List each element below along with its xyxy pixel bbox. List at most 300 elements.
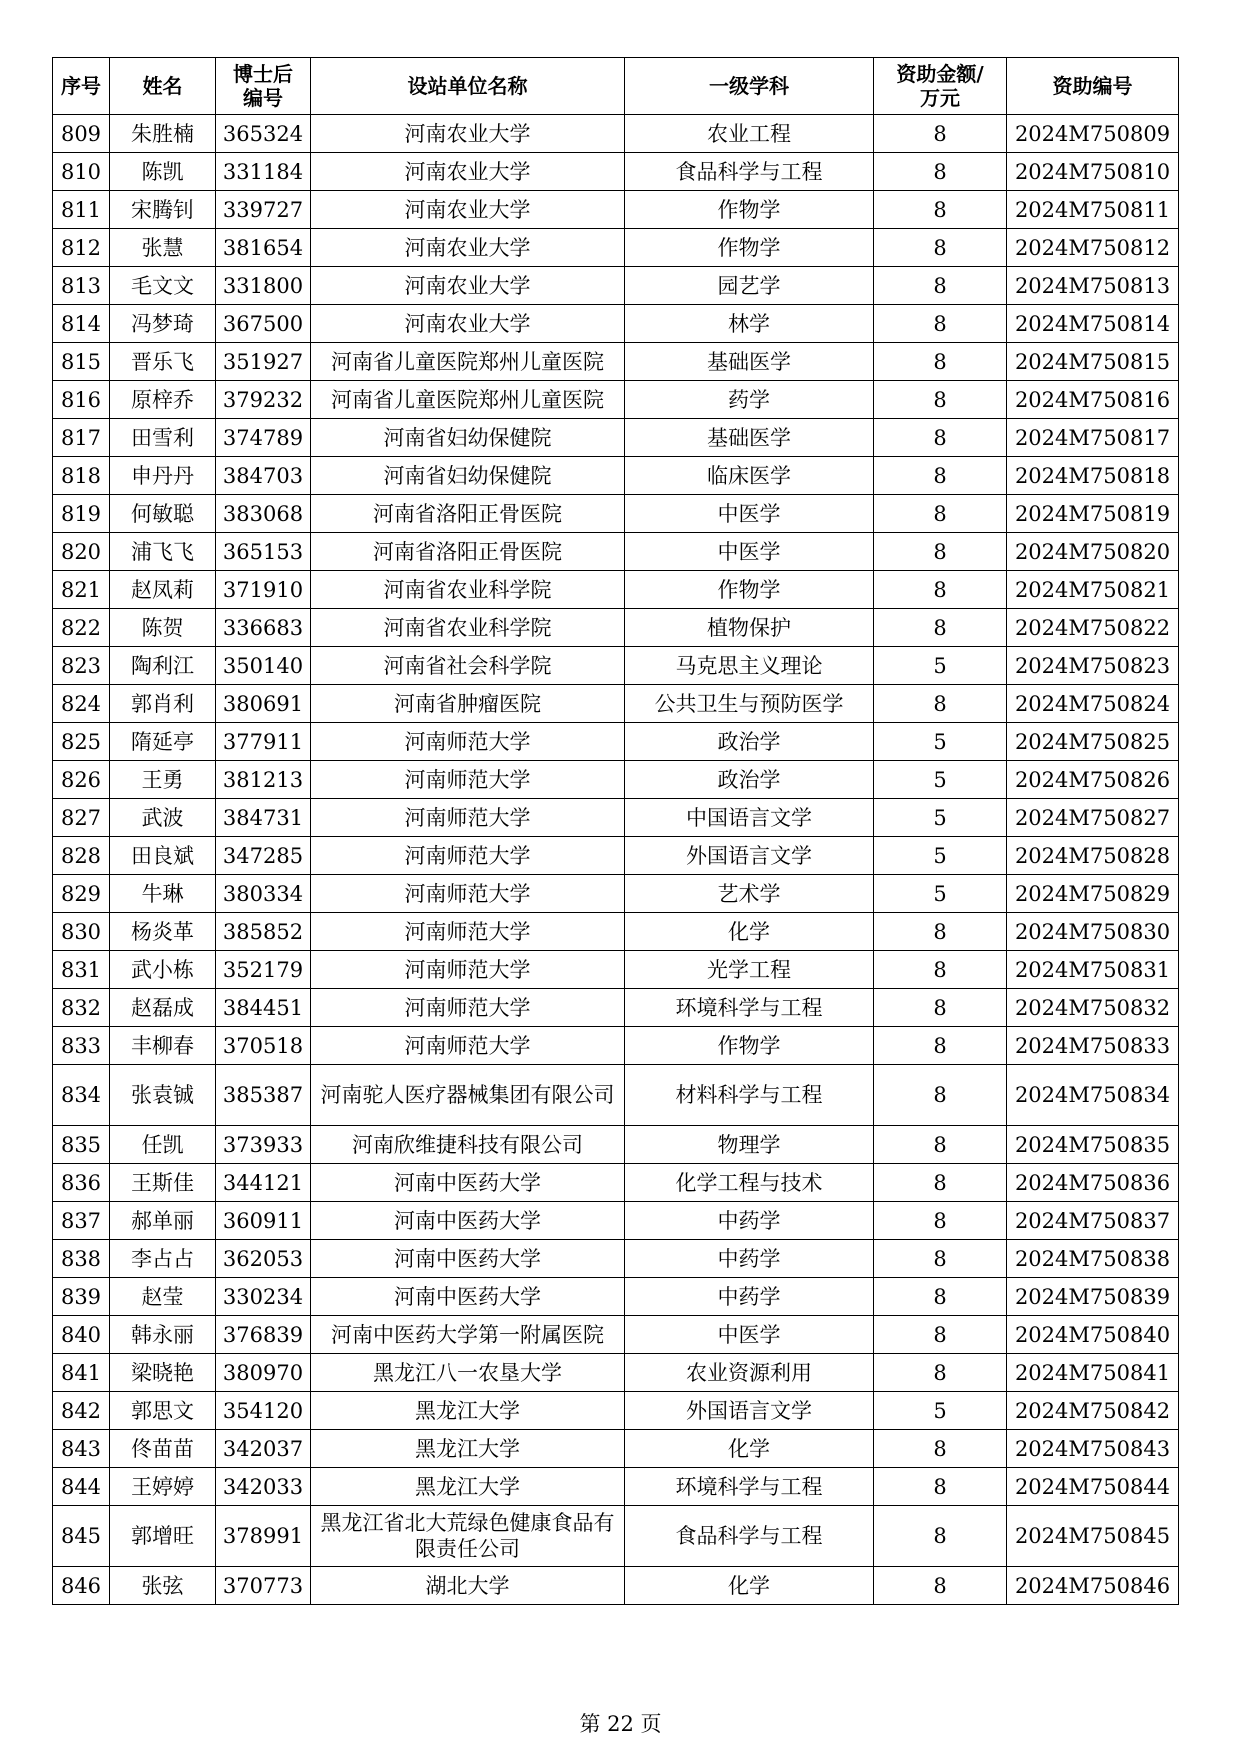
funding-id-cell: 2024M750825 — [1007, 723, 1179, 761]
table-row — [53, 305, 1179, 343]
funding-id-cell: 2024M750823 — [1007, 647, 1179, 685]
amount-cell: 8 — [874, 609, 1007, 647]
institution-cell: 河南省洛阳正骨医院 — [311, 495, 625, 533]
name-cell: 王斯佳 — [110, 1164, 216, 1202]
discipline-cell: 中药学 — [625, 1202, 874, 1240]
funding-id-cell: 2024M750841 — [1007, 1354, 1179, 1392]
discipline-cell: 中药学 — [625, 1278, 874, 1316]
name-cell: 陈贺 — [110, 609, 216, 647]
table-row — [53, 647, 1179, 685]
institution-cell: 黑龙江大学 — [311, 1392, 625, 1430]
discipline-cell: 中药学 — [625, 1240, 874, 1278]
serial-no-cell: 841 — [53, 1354, 110, 1392]
discipline-cell: 艺术学 — [625, 875, 874, 913]
name-cell: 朱胜楠 — [110, 115, 216, 153]
discipline-cell: 作物学 — [625, 1027, 874, 1065]
table-row — [53, 609, 1179, 647]
postdoc-id-cell: 330234 — [216, 1278, 311, 1316]
name-cell: 田雪利 — [110, 419, 216, 457]
name-cell: 郝单丽 — [110, 1202, 216, 1240]
institution-cell: 黑龙江八一农垦大学 — [311, 1354, 625, 1392]
institution-cell: 河南师范大学 — [311, 799, 625, 837]
discipline-cell: 作物学 — [625, 191, 874, 229]
serial-no-cell: 810 — [53, 153, 110, 191]
institution-cell: 湖北大学 — [311, 1567, 625, 1605]
institution-cell: 黑龙江大学 — [311, 1468, 625, 1506]
name-cell: 何敏聪 — [110, 495, 216, 533]
postdoc-id-cell: 381654 — [216, 229, 311, 267]
institution-cell: 河南师范大学 — [311, 913, 625, 951]
name-cell: 晋乐飞 — [110, 343, 216, 381]
header-amount: 资助金额/ 万元 — [874, 58, 1007, 115]
amount-cell: 5 — [874, 837, 1007, 875]
name-cell: 王婷婷 — [110, 1468, 216, 1506]
funding-id-cell: 2024M750821 — [1007, 571, 1179, 609]
postdoc-id-cell: 354120 — [216, 1392, 311, 1430]
amount-cell: 8 — [874, 153, 1007, 191]
name-cell: 李占占 — [110, 1240, 216, 1278]
table-row — [53, 799, 1179, 837]
institution-cell: 黑龙江省北大荒绿色健康食品有限责任公司 — [311, 1506, 625, 1567]
postdoc-id-cell: 378991 — [216, 1506, 311, 1567]
discipline-cell: 中国语言文学 — [625, 799, 874, 837]
institution-cell: 河南师范大学 — [311, 875, 625, 913]
serial-no-cell: 819 — [53, 495, 110, 533]
discipline-cell: 公共卫生与预防医学 — [625, 685, 874, 723]
postdoc-id-cell: 384731 — [216, 799, 311, 837]
funding-id-cell: 2024M750843 — [1007, 1430, 1179, 1468]
name-cell: 赵凤莉 — [110, 571, 216, 609]
amount-cell: 8 — [874, 1316, 1007, 1354]
institution-cell: 河南省洛阳正骨医院 — [311, 533, 625, 571]
header-funding-id: 资助编号 — [1007, 58, 1179, 115]
header-serial-no: 序号 — [53, 58, 110, 115]
funding-id-cell: 2024M750819 — [1007, 495, 1179, 533]
table-row — [53, 1164, 1179, 1202]
discipline-cell: 中医学 — [625, 533, 874, 571]
postdoc-id-cell: 352179 — [216, 951, 311, 989]
institution-cell: 河南农业大学 — [311, 305, 625, 343]
serial-no-cell: 822 — [53, 609, 110, 647]
name-cell: 武小栋 — [110, 951, 216, 989]
institution-cell: 河南师范大学 — [311, 723, 625, 761]
discipline-cell: 林学 — [625, 305, 874, 343]
institution-cell: 河南省儿童医院郑州儿童医院 — [311, 343, 625, 381]
name-cell: 郭思文 — [110, 1392, 216, 1430]
amount-cell: 8 — [874, 1202, 1007, 1240]
table-row — [53, 1065, 1179, 1126]
amount-cell: 8 — [874, 1430, 1007, 1468]
discipline-cell: 农业工程 — [625, 115, 874, 153]
table-row — [53, 115, 1179, 153]
serial-no-cell: 830 — [53, 913, 110, 951]
institution-cell: 河南驼人医疗器械集团有限公司 — [311, 1065, 625, 1126]
institution-cell: 河南省农业科学院 — [311, 571, 625, 609]
discipline-cell: 材料科学与工程 — [625, 1065, 874, 1126]
amount-cell: 5 — [874, 647, 1007, 685]
table-row — [53, 419, 1179, 457]
postdoc-id-cell: 385852 — [216, 913, 311, 951]
amount-cell: 8 — [874, 305, 1007, 343]
serial-no-cell: 823 — [53, 647, 110, 685]
institution-cell: 河南欣维捷科技有限公司 — [311, 1126, 625, 1164]
table-row — [53, 267, 1179, 305]
postdoc-id-cell: 380691 — [216, 685, 311, 723]
postdoc-id-cell: 342033 — [216, 1468, 311, 1506]
funding-id-cell: 2024M750810 — [1007, 153, 1179, 191]
amount-cell: 8 — [874, 1164, 1007, 1202]
postdoc-id-cell: 385387 — [216, 1065, 311, 1126]
table-row — [53, 191, 1179, 229]
discipline-cell: 园艺学 — [625, 267, 874, 305]
institution-cell: 河南农业大学 — [311, 191, 625, 229]
table-row — [53, 875, 1179, 913]
table-row — [53, 761, 1179, 799]
postdoc-id-cell: 379232 — [216, 381, 311, 419]
funding-id-cell: 2024M750840 — [1007, 1316, 1179, 1354]
table-row — [53, 1278, 1179, 1316]
funding-id-cell: 2024M750839 — [1007, 1278, 1179, 1316]
serial-no-cell: 842 — [53, 1392, 110, 1430]
amount-cell: 5 — [874, 1392, 1007, 1430]
table-row — [53, 229, 1179, 267]
institution-cell: 黑龙江大学 — [311, 1430, 625, 1468]
funding-id-cell: 2024M750811 — [1007, 191, 1179, 229]
table-header-row — [53, 58, 1179, 115]
discipline-cell: 光学工程 — [625, 951, 874, 989]
postdoc-id-cell: 351927 — [216, 343, 311, 381]
funding-id-cell: 2024M750844 — [1007, 1468, 1179, 1506]
name-cell: 郭肖利 — [110, 685, 216, 723]
name-cell: 隋延亭 — [110, 723, 216, 761]
name-cell: 赵莹 — [110, 1278, 216, 1316]
postdoc-id-cell: 380970 — [216, 1354, 311, 1392]
postdoc-id-cell: 384451 — [216, 989, 311, 1027]
table-row — [53, 1027, 1179, 1065]
amount-cell: 8 — [874, 1354, 1007, 1392]
table-row — [53, 1202, 1179, 1240]
institution-cell: 河南师范大学 — [311, 989, 625, 1027]
serial-no-cell: 811 — [53, 191, 110, 229]
discipline-cell: 物理学 — [625, 1126, 874, 1164]
institution-cell: 河南师范大学 — [311, 837, 625, 875]
funding-id-cell: 2024M750830 — [1007, 913, 1179, 951]
institution-cell: 河南中医药大学 — [311, 1240, 625, 1278]
table-row — [53, 1392, 1179, 1430]
postdoc-id-cell: 376839 — [216, 1316, 311, 1354]
discipline-cell: 基础医学 — [625, 343, 874, 381]
institution-cell: 河南师范大学 — [311, 761, 625, 799]
amount-cell: 8 — [874, 191, 1007, 229]
serial-no-cell: 814 — [53, 305, 110, 343]
amount-cell: 8 — [874, 989, 1007, 1027]
header-postdoc-id: 博士后 编号 — [216, 58, 311, 115]
discipline-cell: 基础医学 — [625, 419, 874, 457]
table-row — [53, 533, 1179, 571]
institution-cell: 河南农业大学 — [311, 153, 625, 191]
funding-id-cell: 2024M750837 — [1007, 1202, 1179, 1240]
table-row — [53, 989, 1179, 1027]
discipline-cell: 外国语言文学 — [625, 1392, 874, 1430]
institution-cell: 河南中医药大学第一附属医院 — [311, 1316, 625, 1354]
amount-cell: 8 — [874, 951, 1007, 989]
institution-cell: 河南中医药大学 — [311, 1164, 625, 1202]
funding-id-cell: 2024M750809 — [1007, 115, 1179, 153]
postdoc-id-cell: 342037 — [216, 1430, 311, 1468]
funding-id-cell: 2024M750828 — [1007, 837, 1179, 875]
serial-no-cell: 813 — [53, 267, 110, 305]
serial-no-cell: 839 — [53, 1278, 110, 1316]
table-row — [53, 1240, 1179, 1278]
serial-no-cell: 818 — [53, 457, 110, 495]
funding-id-cell: 2024M750846 — [1007, 1567, 1179, 1605]
funding-id-cell: 2024M750824 — [1007, 685, 1179, 723]
funding-id-cell: 2024M750820 — [1007, 533, 1179, 571]
institution-cell: 河南省儿童医院郑州儿童医院 — [311, 381, 625, 419]
serial-no-cell: 845 — [53, 1506, 110, 1567]
discipline-cell: 中医学 — [625, 1316, 874, 1354]
funding-id-cell: 2024M750833 — [1007, 1027, 1179, 1065]
postdoc-id-cell: 365324 — [216, 115, 311, 153]
name-cell: 浦飞飞 — [110, 533, 216, 571]
amount-cell: 8 — [874, 343, 1007, 381]
postdoc-id-cell: 331184 — [216, 153, 311, 191]
name-cell: 牛琳 — [110, 875, 216, 913]
postdoc-id-cell: 381213 — [216, 761, 311, 799]
discipline-cell: 药学 — [625, 381, 874, 419]
name-cell: 原梓乔 — [110, 381, 216, 419]
postdoc-id-cell: 373933 — [216, 1126, 311, 1164]
discipline-cell: 马克思主义理论 — [625, 647, 874, 685]
name-cell: 丰柳春 — [110, 1027, 216, 1065]
serial-no-cell: 838 — [53, 1240, 110, 1278]
discipline-cell: 环境科学与工程 — [625, 989, 874, 1027]
serial-no-cell: 825 — [53, 723, 110, 761]
name-cell: 张慧 — [110, 229, 216, 267]
serial-no-cell: 833 — [53, 1027, 110, 1065]
amount-cell: 8 — [874, 1126, 1007, 1164]
serial-no-cell: 846 — [53, 1567, 110, 1605]
serial-no-cell: 843 — [53, 1430, 110, 1468]
amount-cell: 8 — [874, 1567, 1007, 1605]
name-cell: 韩永丽 — [110, 1316, 216, 1354]
table-row — [53, 153, 1179, 191]
funding-id-cell: 2024M750814 — [1007, 305, 1179, 343]
name-cell: 陈凯 — [110, 153, 216, 191]
name-cell: 宋腾钊 — [110, 191, 216, 229]
postdoc-id-cell: 374789 — [216, 419, 311, 457]
serial-no-cell: 809 — [53, 115, 110, 153]
serial-no-cell: 832 — [53, 989, 110, 1027]
name-cell: 杨炎革 — [110, 913, 216, 951]
header-institution: 设站单位名称 — [311, 58, 625, 115]
serial-no-cell: 835 — [53, 1126, 110, 1164]
discipline-cell: 外国语言文学 — [625, 837, 874, 875]
funding-id-cell: 2024M750831 — [1007, 951, 1179, 989]
funding-id-cell: 2024M750829 — [1007, 875, 1179, 913]
funding-id-cell: 2024M750822 — [1007, 609, 1179, 647]
postdoc-id-cell: 344121 — [216, 1164, 311, 1202]
table-row — [53, 457, 1179, 495]
serial-no-cell: 840 — [53, 1316, 110, 1354]
amount-cell: 5 — [874, 723, 1007, 761]
postdoc-id-cell: 339727 — [216, 191, 311, 229]
table-row — [53, 495, 1179, 533]
funding-id-cell: 2024M750818 — [1007, 457, 1179, 495]
name-cell: 毛文文 — [110, 267, 216, 305]
amount-cell: 8 — [874, 1027, 1007, 1065]
name-cell: 王勇 — [110, 761, 216, 799]
header-discipline: 一级学科 — [625, 58, 874, 115]
table-body — [53, 115, 1179, 1605]
header-name: 姓名 — [110, 58, 216, 115]
institution-cell: 河南中医药大学 — [311, 1202, 625, 1240]
institution-cell: 河南师范大学 — [311, 1027, 625, 1065]
funding-id-cell: 2024M750813 — [1007, 267, 1179, 305]
amount-cell: 8 — [874, 1278, 1007, 1316]
amount-cell: 8 — [874, 419, 1007, 457]
amount-cell: 8 — [874, 267, 1007, 305]
funding-id-cell: 2024M750845 — [1007, 1506, 1179, 1567]
discipline-cell: 化学 — [625, 1430, 874, 1468]
institution-cell: 河南中医药大学 — [311, 1278, 625, 1316]
discipline-cell: 化学 — [625, 913, 874, 951]
discipline-cell: 农业资源利用 — [625, 1354, 874, 1392]
name-cell: 赵磊成 — [110, 989, 216, 1027]
discipline-cell: 政治学 — [625, 761, 874, 799]
serial-no-cell: 820 — [53, 533, 110, 571]
serial-no-cell: 817 — [53, 419, 110, 457]
serial-no-cell: 815 — [53, 343, 110, 381]
postdoc-id-cell: 362053 — [216, 1240, 311, 1278]
table-row — [53, 685, 1179, 723]
discipline-cell: 临床医学 — [625, 457, 874, 495]
serial-no-cell: 816 — [53, 381, 110, 419]
postdoc-id-cell: 384703 — [216, 457, 311, 495]
institution-cell: 河南省农业科学院 — [311, 609, 625, 647]
postdoc-id-cell: 350140 — [216, 647, 311, 685]
discipline-cell: 中医学 — [625, 495, 874, 533]
name-cell: 陶利江 — [110, 647, 216, 685]
funding-id-cell: 2024M750815 — [1007, 343, 1179, 381]
postdoc-id-cell: 370773 — [216, 1567, 311, 1605]
funding-id-cell: 2024M750827 — [1007, 799, 1179, 837]
funding-id-cell: 2024M750816 — [1007, 381, 1179, 419]
table-row — [53, 951, 1179, 989]
discipline-cell: 植物保护 — [625, 609, 874, 647]
serial-no-cell: 844 — [53, 1468, 110, 1506]
discipline-cell: 作物学 — [625, 571, 874, 609]
funding-id-cell: 2024M750826 — [1007, 761, 1179, 799]
table-row — [53, 571, 1179, 609]
amount-cell: 8 — [874, 571, 1007, 609]
name-cell: 郭增旺 — [110, 1506, 216, 1567]
discipline-cell: 作物学 — [625, 229, 874, 267]
discipline-cell: 政治学 — [625, 723, 874, 761]
table-row — [53, 1316, 1179, 1354]
table-row — [53, 723, 1179, 761]
table-row — [53, 1567, 1179, 1605]
table-row — [53, 1430, 1179, 1468]
postdoc-id-cell: 347285 — [216, 837, 311, 875]
amount-cell: 8 — [874, 115, 1007, 153]
institution-cell: 河南省肿瘤医院 — [311, 685, 625, 723]
amount-cell: 5 — [874, 875, 1007, 913]
amount-cell: 8 — [874, 1240, 1007, 1278]
funding-id-cell: 2024M750838 — [1007, 1240, 1179, 1278]
table-row — [53, 913, 1179, 951]
funding-id-cell: 2024M750836 — [1007, 1164, 1179, 1202]
table-row — [53, 837, 1179, 875]
institution-cell: 河南农业大学 — [311, 115, 625, 153]
serial-no-cell: 831 — [53, 951, 110, 989]
name-cell: 田良斌 — [110, 837, 216, 875]
discipline-cell: 环境科学与工程 — [625, 1468, 874, 1506]
serial-no-cell: 812 — [53, 229, 110, 267]
amount-cell: 8 — [874, 495, 1007, 533]
funding-id-cell: 2024M750835 — [1007, 1126, 1179, 1164]
postdoc-id-cell: 383068 — [216, 495, 311, 533]
serial-no-cell: 828 — [53, 837, 110, 875]
institution-cell: 河南农业大学 — [311, 229, 625, 267]
serial-no-cell: 829 — [53, 875, 110, 913]
amount-cell: 8 — [874, 457, 1007, 495]
name-cell: 任凯 — [110, 1126, 216, 1164]
funding-id-cell: 2024M750834 — [1007, 1065, 1179, 1126]
postdoc-funding-table — [52, 57, 1179, 1605]
amount-cell: 5 — [874, 761, 1007, 799]
serial-no-cell: 836 — [53, 1164, 110, 1202]
institution-cell: 河南省妇幼保健院 — [311, 457, 625, 495]
funding-id-cell: 2024M750812 — [1007, 229, 1179, 267]
amount-cell: 8 — [874, 1506, 1007, 1567]
postdoc-id-cell: 380334 — [216, 875, 311, 913]
name-cell: 申丹丹 — [110, 457, 216, 495]
table-row — [53, 343, 1179, 381]
discipline-cell: 化学工程与技术 — [625, 1164, 874, 1202]
institution-cell: 河南师范大学 — [311, 951, 625, 989]
amount-cell: 8 — [874, 1468, 1007, 1506]
amount-cell: 8 — [874, 533, 1007, 571]
serial-no-cell: 826 — [53, 761, 110, 799]
discipline-cell: 化学 — [625, 1567, 874, 1605]
serial-no-cell: 827 — [53, 799, 110, 837]
table-row — [53, 1126, 1179, 1164]
amount-cell: 8 — [874, 1065, 1007, 1126]
name-cell: 张弦 — [110, 1567, 216, 1605]
funding-id-cell: 2024M750817 — [1007, 419, 1179, 457]
serial-no-cell: 837 — [53, 1202, 110, 1240]
serial-no-cell: 834 — [53, 1065, 110, 1126]
institution-cell: 河南农业大学 — [311, 267, 625, 305]
table-row — [53, 381, 1179, 419]
discipline-cell: 食品科学与工程 — [625, 1506, 874, 1567]
name-cell: 佟苗苗 — [110, 1430, 216, 1468]
amount-cell: 5 — [874, 799, 1007, 837]
amount-cell: 8 — [874, 913, 1007, 951]
serial-no-cell: 821 — [53, 571, 110, 609]
page-number: 第 22 页 — [579, 1712, 662, 1736]
postdoc-id-cell: 371910 — [216, 571, 311, 609]
amount-cell: 8 — [874, 381, 1007, 419]
table-row — [53, 1354, 1179, 1392]
serial-no-cell: 824 — [53, 685, 110, 723]
name-cell: 武波 — [110, 799, 216, 837]
institution-cell: 河南省妇幼保健院 — [311, 419, 625, 457]
postdoc-id-cell: 365153 — [216, 533, 311, 571]
name-cell: 冯梦琦 — [110, 305, 216, 343]
discipline-cell: 食品科学与工程 — [625, 153, 874, 191]
